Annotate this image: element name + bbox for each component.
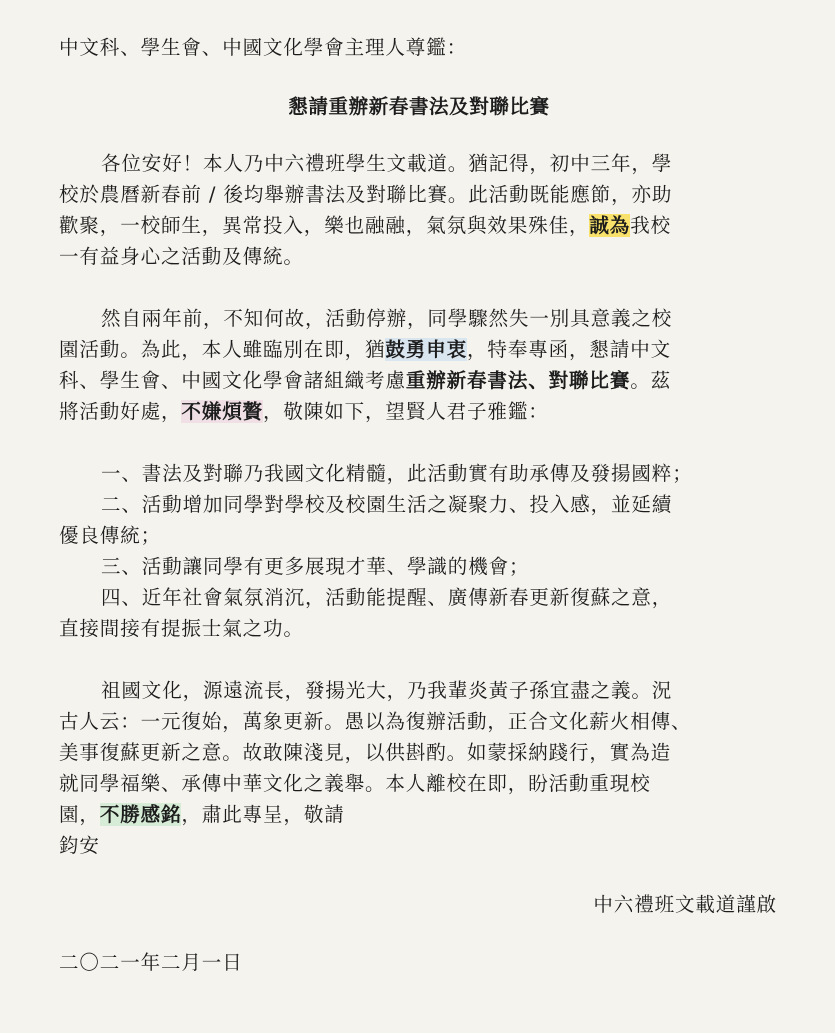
paragraph-1-line-3-text-a: 歡聚，一校師生，異常投入，樂也融融，氣氛與效果殊佳，	[59, 214, 590, 237]
salutation: 中文科、學生會、中國文化學會主理人尊鑑：	[59, 36, 468, 59]
paragraph-2-line-3-text-a: 科、學生會、中國文化學會諸組織考慮	[59, 369, 406, 392]
list-item-3: 三、活動讓同學有更多展現才華、學識的機會；	[101, 555, 530, 578]
paragraph-2-line-4-text-b: ，敬陳如下，望賢人君子雅鑑：	[263, 400, 549, 423]
paragraph-2-line-2-text-a: 園活動。為此，本人雖臨別在即，猶	[59, 338, 386, 361]
paragraph-3-line-5-text-b: ，肅此專呈，敬請	[181, 803, 345, 826]
paragraph-3-line-5-text-a: 園，	[59, 803, 100, 826]
highlight-buxianfanzhui: 不嫌煩贅	[181, 400, 264, 423]
paragraph-3-line-4: 就同學福樂、承傳中華文化之義舉。本人離校在即，盼活動重現校	[59, 772, 651, 795]
highlight-guyongshenzhong: 鼓勇申衷	[385, 338, 468, 361]
closing-greeting: 鈞安	[59, 834, 100, 857]
highlight-chengwei: 誠為	[589, 214, 631, 237]
paragraph-3-line-5	[59, 799, 779, 830]
bold-request-phrase: 重辦新春書法、對聯比賽	[405, 369, 631, 392]
paragraph-3-line-2: 古人云：一元復始，萬象更新。愚以為復辦活動，正合文化薪火相傳、	[59, 710, 692, 733]
list-item-2-continued: 優良傳統；	[59, 524, 162, 547]
benefit-list	[59, 458, 779, 644]
paragraph-2-line-3-text-b: 。茲	[630, 369, 672, 392]
paragraph-2-line-4	[59, 396, 779, 427]
list-item-1: 一、書法及對聯乃我國文化精髓，此活動實有助承傳及發揚國粹；	[101, 462, 693, 485]
paragraph-2-line-3	[59, 365, 779, 396]
signature: 中六禮班文載道謹啟	[593, 893, 777, 916]
paragraph-1-line-1: 各位安好！本人乃中六禮班學生文載道。猶記得，初中三年，學	[101, 152, 673, 175]
letter-date: 二〇二一年二月一日	[59, 951, 243, 974]
list-item-4-continued: 直接間接有提振士氣之功。	[59, 617, 304, 640]
highlight-bushengganming: 不勝感銘	[99, 803, 182, 826]
paragraph-1	[59, 148, 779, 272]
paragraph-2-line-2	[59, 334, 779, 365]
paragraph-2-line-4-text-a: 將活動好處，	[59, 400, 182, 423]
paragraph-2	[59, 303, 779, 427]
paragraph-3-line-1: 祖國文化，源遠流長，發揚光大，乃我輩炎黃子孫宜盡之義。況	[101, 679, 673, 702]
paragraph-2-line-1: 然自兩年前，不知何故，活動停辦，同學驟然失一別具意義之校	[101, 307, 673, 330]
paragraph-3	[59, 675, 779, 861]
paragraph-1-line-2: 校於農曆新春前 / 後均舉辦書法及對聯比賽。此活動既能應節，亦助	[59, 183, 673, 206]
paragraph-1-line-3-text-b: 我校	[630, 214, 672, 237]
paragraph-1-line-4: 一有益身心之活動及傳統。	[59, 245, 304, 268]
letter-title: 懇請重辦新春書法及對聯比賽	[288, 95, 550, 118]
paragraph-3-line-3: 美事復蘇更新之意。故敢陳淺見，以供斟酌。如蒙採納踐行，實為造	[59, 741, 672, 764]
paragraph-1-line-3	[59, 210, 779, 241]
paragraph-2-line-2-text-b: ，特奉專函，懇請中文	[467, 338, 672, 361]
list-item-4: 四、近年社會氣氛消沉，活動能提醒、廣傳新春更新復蘇之意，	[101, 586, 673, 609]
list-item-2: 二、活動增加同學對學校及校園生活之凝聚力、投入感，並延續	[101, 493, 673, 516]
